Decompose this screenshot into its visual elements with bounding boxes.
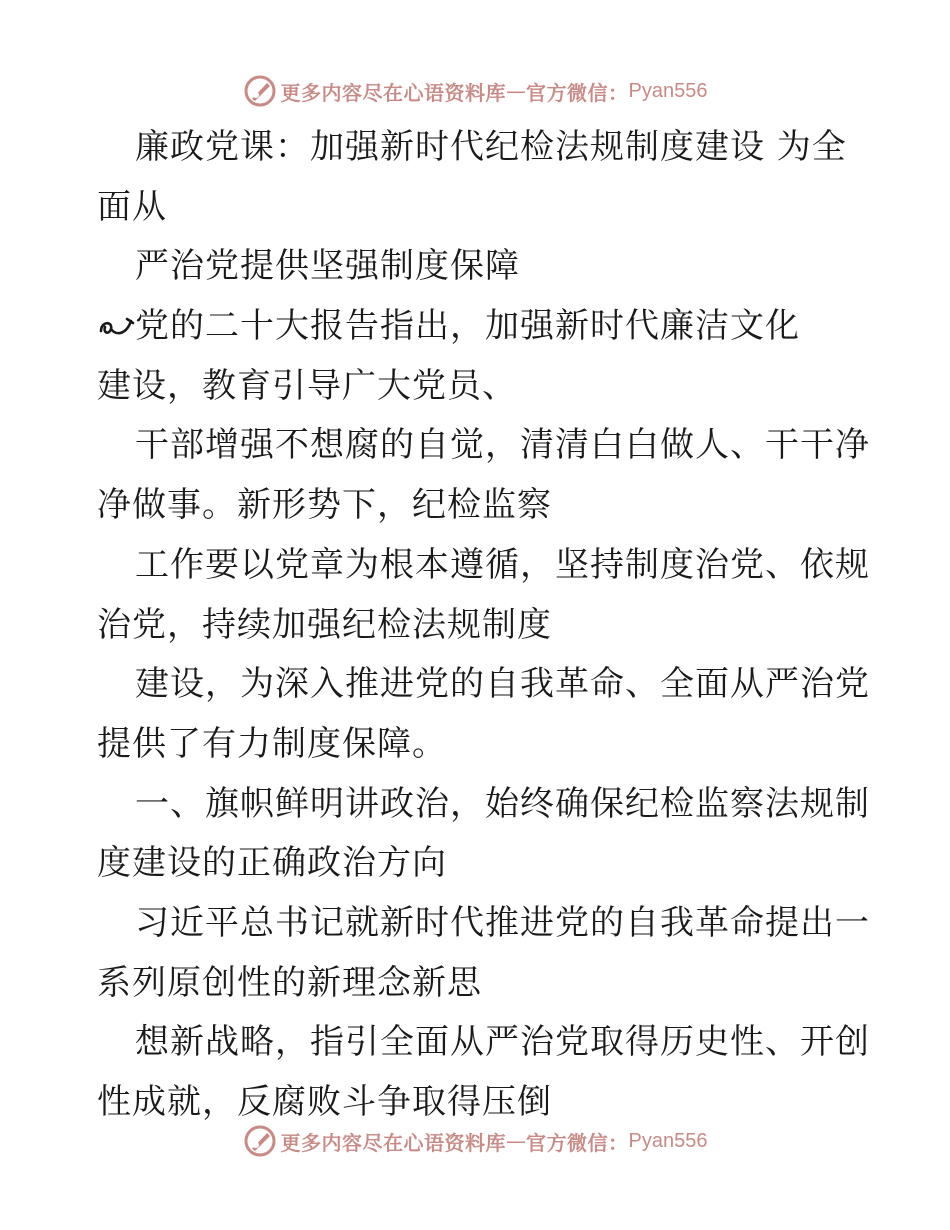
watermark-official: 官方微信：: [526, 80, 629, 105]
paragraph-line: 建设，为深入推进党的自我革命、全面从严治党: [135, 664, 870, 705]
paragraph-line: 习近平总书记就新时代推进党的自我革命提出一: [135, 902, 870, 943]
watermark-text: 更多内容尽在心语资料库: [280, 80, 507, 105]
footer-watermark: [0, 1121, 950, 1161]
paragraph-line: 工作要以党章为根本遵循，坚持制度治党、依规: [135, 544, 870, 585]
watermark-id: Pyan556: [628, 1129, 708, 1152]
header-watermark: [0, 71, 950, 111]
flourish-icon: [97, 311, 135, 341]
title-line-2: 面从: [97, 186, 167, 227]
watermark-dash: —: [506, 1129, 527, 1153]
quill-logo-icon: [243, 1124, 277, 1158]
paragraph-line: 性成就，反腐败斗争取得压倒: [97, 1082, 552, 1122]
paragraph-line: 系列原创性的新理念新思: [97, 962, 482, 1003]
paragraph-line: 净做事。新形势下，纪检监察: [97, 485, 552, 526]
watermark-id: Pyan556: [628, 79, 708, 102]
document-body: [97, 118, 870, 1133]
title-line-1: 廉政党课：加强新时代纪检法规制度建设 为全: [135, 127, 847, 167]
paragraph-line: 干部增强不想腐的自觉，清清白白做人、干干净: [135, 425, 870, 466]
paragraph-line: 提供了有力制度保障。: [97, 723, 447, 764]
watermark-official: 官方微信：: [526, 1130, 629, 1155]
watermark-dash: —: [506, 79, 527, 103]
paragraph-line: 治党，持续加强纪检法规制度: [97, 604, 552, 645]
paragraph-line: 建设，教育引导广大党员、: [97, 365, 517, 406]
title-line-3: 严治党提供坚强制度保障: [135, 246, 520, 287]
section-heading-line: 度建设的正确政治方向: [97, 843, 447, 884]
section-heading-line: 一、旗帜鲜明讲政治，始终确保纪检监察法规制: [135, 783, 870, 824]
paragraph-line: 想新战略，指引全面从严治党取得历史性、开创: [135, 1022, 870, 1063]
watermark-text: 更多内容尽在心语资料库: [280, 1130, 507, 1155]
quill-logo-icon: [243, 74, 277, 108]
paragraph-line: 党的二十大报告指出，加强新时代廉洁文化: [97, 297, 857, 357]
